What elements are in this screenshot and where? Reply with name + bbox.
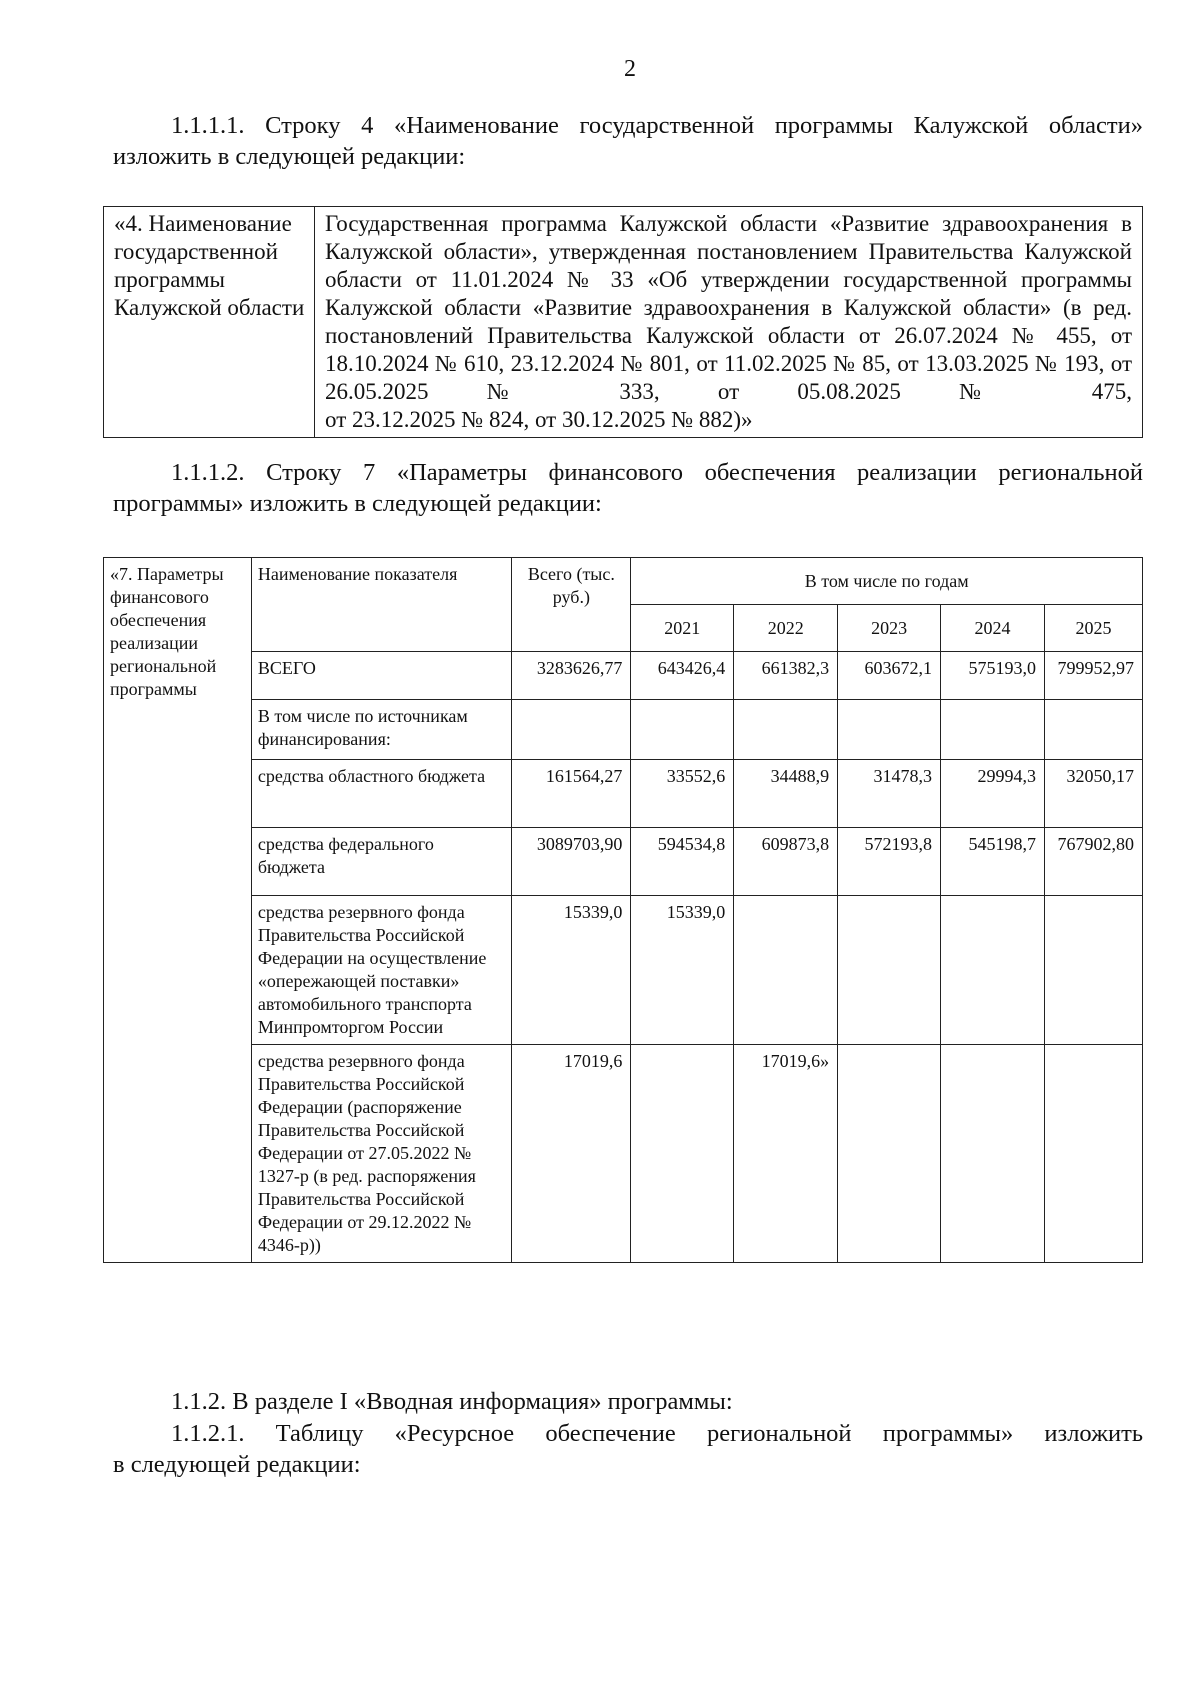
- section-1-1-2-1: [113, 1418, 1143, 1480]
- row-2025: 799952,97: [1044, 652, 1142, 700]
- program-name-content-cell: [315, 207, 1143, 438]
- row-2025: 767902,80: [1044, 828, 1142, 896]
- row-total: 15339,0: [512, 896, 631, 1045]
- row-2024: 575193,0: [941, 652, 1045, 700]
- row-2024: [941, 896, 1045, 1045]
- row-2024: 29994,3: [941, 760, 1045, 828]
- row-2021: [631, 700, 734, 760]
- row-2021: 643426,4: [631, 652, 734, 700]
- table-header-row: [104, 558, 1143, 605]
- table-row: [104, 700, 1143, 760]
- page-number: 2: [624, 56, 636, 82]
- row-2021: 594534,8: [631, 828, 734, 896]
- row-total: 3283626,77: [512, 652, 631, 700]
- row-2024: 545198,7: [941, 828, 1045, 896]
- row-total: 17019,6: [512, 1045, 631, 1263]
- row-2023: 31478,3: [838, 760, 941, 828]
- program-name-table: [103, 206, 1143, 438]
- section-1-1-1-1-line2: изложить в следующей редакции:: [113, 143, 466, 170]
- row-total: [512, 700, 631, 760]
- section-1-1-1-1-line1: 1.1.1.1. Строку 4 «Наименование государственной программы Калужской области»: [171, 112, 1143, 139]
- table-row: [104, 896, 1143, 1045]
- row-2022: [734, 700, 838, 760]
- table-row: [104, 652, 1143, 700]
- header-years-group: В том числе по годам: [631, 558, 1143, 605]
- row-2022: 661382,3: [734, 652, 838, 700]
- table-row: [104, 760, 1143, 828]
- section-1-1-2: [113, 1386, 1143, 1417]
- row-2023: 572193,8: [838, 828, 941, 896]
- financing-row-label: «7. Параметры финансового обеспечения реализации региональной программы: [104, 558, 252, 1263]
- header-total: Всего (тыс. руб.): [512, 558, 631, 652]
- row-2024: [941, 1045, 1045, 1263]
- program-name-content: Государственная программа Калужской области «Развитие здравоохранения в Калужской области», утвержденная постановлением Правительства Калужской области от 11.01.2024 № 33 «Об утверждении государственной программы Калужской области «Развитие здравоохранения в Калужской области» (в ред. постановлений Правительства Калужской области от 26.07.2024 № 455, от 18.10.2024 № 610, 23.12.2024 № 801, от 11.02.2025 № 85, от 13.03.2025 № 193, от 26.05.2025 № 333, от 05.08.2025 № 475,: [325, 211, 1132, 404]
- row-2025: [1044, 700, 1142, 760]
- header-year-2024: 2024: [941, 605, 1045, 652]
- program-name-label-cell: «4. Наименование государственной программы Калужской области: [104, 207, 315, 438]
- row-2021: [631, 1045, 734, 1263]
- row-name: средства федерального бюджета: [251, 828, 512, 896]
- header-year-2021: 2021: [631, 605, 734, 652]
- section-1-1-2-1-line2: в следующей редакции:: [113, 1451, 361, 1478]
- row-name: средства резервного фонда Правительства Российской Федерации на осуществление «опережающей поставки» автомобильного транспорта Минпромторгом России: [251, 896, 512, 1045]
- section-1-1-1-1: [113, 110, 1143, 172]
- row-2022: [734, 896, 838, 1045]
- section-1-1-2-1-line1: 1.1.2.1. Таблицу «Ресурсное обеспечение региональной программы» изложить: [171, 1420, 1143, 1447]
- header-year-2022: 2022: [734, 605, 838, 652]
- header-year-2025: 2025: [1044, 605, 1142, 652]
- section-1-1-2-text: 1.1.2. В разделе I «Вводная информация» программы:: [171, 1388, 733, 1415]
- row-2023: [838, 700, 941, 760]
- row-2022: 17019,6»: [734, 1045, 838, 1263]
- row-2023: 603672,1: [838, 652, 941, 700]
- row-total: 161564,27: [512, 760, 631, 828]
- row-2022: 609873,8: [734, 828, 838, 896]
- row-2025: [1044, 896, 1142, 1045]
- row-name: В том числе по источникам финансирования:: [251, 700, 512, 760]
- section-1-1-1-2-line2: программы» изложить в следующей редакции:: [113, 490, 602, 517]
- row-2023: [838, 896, 941, 1045]
- header-indicator: Наименование показателя: [251, 558, 512, 652]
- row-2025: [1044, 1045, 1142, 1263]
- row-2024: [941, 700, 1045, 760]
- row-name: средства резервного фонда Правительства Российской Федерации (распоряжение Правительства Российской Федерации от 27.05.2022 № 1327-р (в ред. распоряжения Правительства Российской Федерации от 29.12.2022 № 4346-р)): [251, 1045, 512, 1263]
- row-2023: [838, 1045, 941, 1263]
- row-2025: 32050,17: [1044, 760, 1142, 828]
- row-2022: 34488,9: [734, 760, 838, 828]
- program-name-content-last: от 23.12.2025 № 824, от 30.12.2025 № 882)»: [325, 407, 753, 432]
- row-name: ВСЕГО: [251, 652, 512, 700]
- section-1-1-1-2: [113, 457, 1143, 519]
- row-total: 3089703,90: [512, 828, 631, 896]
- table-row: [104, 1045, 1143, 1263]
- row-2021: 15339,0: [631, 896, 734, 1045]
- section-1-1-1-2-line1: 1.1.1.2. Строку 7 «Параметры финансового обеспечения реализации региональной: [171, 459, 1143, 486]
- row-2021: 33552,6: [631, 760, 734, 828]
- financing-table: [103, 557, 1143, 1263]
- header-year-2023: 2023: [838, 605, 941, 652]
- table-row: [104, 828, 1143, 896]
- table-row: [104, 207, 1143, 438]
- row-name: средства областного бюджета: [251, 760, 512, 828]
